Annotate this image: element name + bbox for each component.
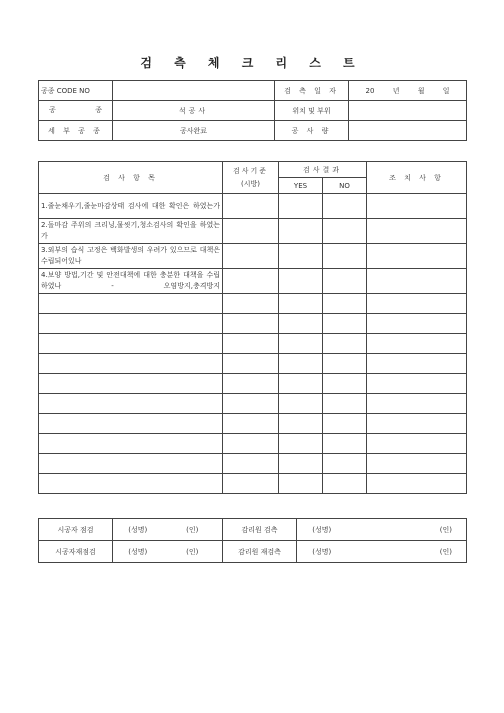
yes-cell[interactable] — [279, 414, 323, 434]
detail-work-type-value[interactable]: 공사완료 — [113, 121, 275, 141]
contractor-recheck-seal[interactable]: (인) — [163, 541, 223, 563]
no-cell[interactable] — [323, 194, 367, 219]
yes-cell[interactable] — [279, 314, 323, 334]
no-cell[interactable] — [323, 334, 367, 354]
work-quantity-value[interactable] — [349, 121, 467, 141]
work-type-value[interactable]: 석공사 — [113, 101, 275, 121]
contractor-check-seal[interactable]: (인) — [163, 519, 223, 541]
supervisor-check-name[interactable]: (성명) — [297, 519, 347, 541]
checklist-item[interactable] — [39, 354, 223, 374]
no-cell[interactable] — [323, 394, 367, 414]
code-value[interactable] — [113, 81, 275, 101]
checklist-item: 1.줄눈채우기,줄눈마감상태 검사에 대한 확인은 하였는가 — [39, 194, 223, 219]
supervisor-check-label: 감리원 검측 — [223, 519, 297, 541]
yes-cell[interactable] — [279, 219, 323, 244]
checklist-item: 4.보양 방법,기간 및 안전대책에 대한 충분한 대책을 수립하였나 - 오염방지,충격방지 — [39, 269, 223, 294]
no-cell[interactable] — [323, 354, 367, 374]
supervisor-recheck-seal[interactable]: (인) — [347, 541, 467, 563]
checklist-item: 2.돌마감 주위의 크리닝,물씻기,청소검사의 확인을 하였는가 — [39, 219, 223, 244]
supervisor-recheck-name[interactable]: (성명) — [297, 541, 347, 563]
yes-cell[interactable] — [279, 454, 323, 474]
table-row — [39, 294, 467, 314]
yes-cell[interactable] — [279, 394, 323, 414]
col-standard-title: 검사기준 — [232, 166, 269, 175]
standard-cell[interactable] — [223, 454, 279, 474]
yes-cell[interactable] — [279, 474, 323, 494]
table-row — [39, 434, 467, 454]
action-cell[interactable] — [367, 244, 467, 269]
yes-cell[interactable] — [279, 434, 323, 454]
table-row — [39, 374, 467, 394]
no-cell[interactable] — [323, 244, 367, 269]
action-cell[interactable] — [367, 334, 467, 354]
contractor-check-name[interactable]: (성명) — [113, 519, 163, 541]
supervisor-recheck-label: 감리원 재검측 — [223, 541, 297, 563]
checklist-item[interactable] — [39, 414, 223, 434]
standard-cell[interactable] — [223, 414, 279, 434]
standard-cell[interactable] — [223, 194, 279, 219]
no-cell[interactable] — [323, 414, 367, 434]
no-cell[interactable] — [323, 454, 367, 474]
action-cell[interactable] — [367, 474, 467, 494]
table-row — [39, 194, 467, 219]
checklist-item[interactable] — [39, 474, 223, 494]
table-row — [39, 454, 467, 474]
table-row — [39, 354, 467, 374]
standard-cell[interactable] — [223, 474, 279, 494]
col-yes-header: YES — [279, 178, 323, 194]
action-cell[interactable] — [367, 314, 467, 334]
yes-cell[interactable] — [279, 334, 323, 354]
checklist-item[interactable] — [39, 294, 223, 314]
table-row — [39, 394, 467, 414]
standard-cell[interactable] — [223, 244, 279, 269]
yes-cell[interactable] — [279, 294, 323, 314]
checklist-item[interactable] — [39, 434, 223, 454]
yes-cell[interactable] — [279, 244, 323, 269]
standard-cell[interactable] — [223, 434, 279, 454]
standard-cell[interactable] — [223, 219, 279, 244]
col-no-header: NO — [323, 178, 367, 194]
table-row — [39, 474, 467, 494]
code-label: 공종 CODE NO — [39, 81, 113, 101]
location-label: 위치 및 부위 — [275, 101, 349, 121]
date-year-unit: 년 — [392, 86, 400, 95]
checklist-item[interactable] — [39, 374, 223, 394]
action-cell[interactable] — [367, 354, 467, 374]
location-value[interactable] — [349, 101, 467, 121]
table-row — [39, 314, 467, 334]
no-cell[interactable] — [323, 269, 367, 294]
table-row — [39, 269, 467, 294]
action-cell[interactable] — [367, 194, 467, 219]
standard-cell[interactable] — [223, 354, 279, 374]
yes-cell[interactable] — [279, 269, 323, 294]
col-standard-header — [223, 162, 279, 194]
work-quantity-label: 공 사 량 — [275, 121, 349, 141]
table-row — [39, 244, 467, 269]
table-row — [39, 219, 467, 244]
checklist-item: 3.외부의 습식 고정은 백화발생의 우려가 있으므로 대책은 수립되어있나 — [39, 244, 223, 269]
header-table — [38, 80, 467, 141]
col-item-header: 검 사 항 목 — [39, 162, 223, 194]
no-cell[interactable] — [323, 219, 367, 244]
checklist-item[interactable] — [39, 394, 223, 414]
no-cell[interactable] — [323, 434, 367, 454]
page-title: 검 측 체 크 리 스 트 — [140, 56, 364, 70]
date-day-unit: 일 — [442, 86, 450, 95]
date-month-unit: 월 — [417, 86, 425, 95]
yes-cell[interactable] — [279, 374, 323, 394]
checklist-table — [38, 161, 467, 494]
standard-cell[interactable] — [223, 294, 279, 314]
checklist-item[interactable] — [39, 454, 223, 474]
standard-cell[interactable] — [223, 394, 279, 414]
yes-cell[interactable] — [279, 194, 323, 219]
checklist-item[interactable] — [39, 314, 223, 334]
action-cell[interactable] — [367, 434, 467, 454]
signature-table — [38, 518, 467, 563]
standard-cell[interactable] — [223, 334, 279, 354]
standard-cell[interactable] — [223, 374, 279, 394]
contractor-recheck-name[interactable]: (성명) — [113, 541, 163, 563]
inspection-date-value[interactable] — [349, 81, 467, 101]
standard-cell[interactable] — [223, 314, 279, 334]
no-cell[interactable] — [323, 474, 367, 494]
no-cell[interactable] — [323, 294, 367, 314]
action-cell[interactable] — [367, 394, 467, 414]
contractor-recheck-label: 시공자재점검 — [39, 541, 113, 563]
action-cell[interactable] — [367, 414, 467, 434]
action-cell[interactable] — [367, 269, 467, 294]
no-cell[interactable] — [323, 314, 367, 334]
table-row — [39, 414, 467, 434]
detail-work-type-label: 세 부 공 종 — [39, 121, 113, 141]
action-cell[interactable] — [367, 374, 467, 394]
action-cell[interactable] — [367, 219, 467, 244]
col-standard-sub: (시방) — [241, 179, 260, 188]
checklist-item[interactable] — [39, 334, 223, 354]
inspection-date-label: 검 측 일 자 — [275, 81, 349, 101]
work-type-label: 공 종 — [39, 101, 113, 121]
supervisor-check-seal[interactable]: (인) — [347, 519, 467, 541]
action-cell[interactable] — [367, 294, 467, 314]
table-row — [39, 334, 467, 354]
contractor-check-label: 시공자 점검 — [39, 519, 113, 541]
date-year: 20 — [365, 86, 375, 95]
action-cell[interactable] — [367, 454, 467, 474]
col-action-header: 조 치 사 항 — [367, 162, 467, 194]
yes-cell[interactable] — [279, 354, 323, 374]
standard-cell[interactable] — [223, 269, 279, 294]
col-result-header: 검사결과 — [279, 162, 367, 178]
no-cell[interactable] — [323, 374, 367, 394]
